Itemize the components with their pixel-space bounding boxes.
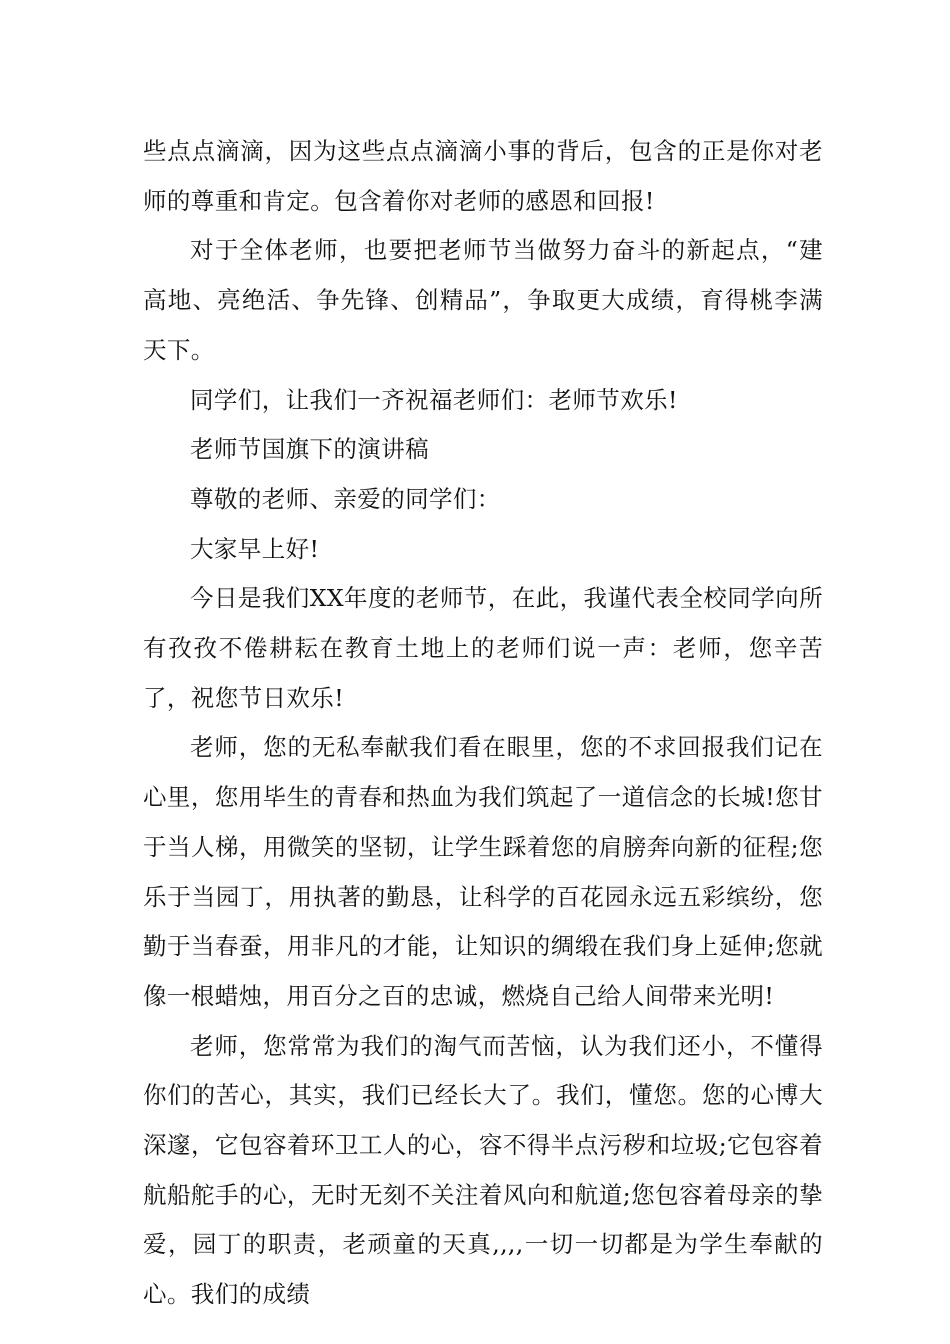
speech-title: 老师节国旗下的演讲稿 <box>190 435 429 464</box>
speech-salutation: 尊敬的老师、亲爱的同学们： <box>190 484 501 513</box>
paragraph-teachers-day: 今日是我们XX年度的老师节，在此，我谨代表全校同学向所有孜孜不倦耕耘在教育土地上的老师们说一声：老师，您辛苦了，祝您节日欢乐! <box>143 584 823 712</box>
speech-greeting: 大家早上好! <box>190 534 320 563</box>
paragraph-dedication: 老师，您的无私奉献我们看在眼里，您的不求回报我们记在心里，您用毕生的青春和热血为我们筑起了一道信念的长城!您甘于当人梯，用微笑的坚韧，让学生踩着您的肩膀奔向新的征程;您乐于当园丁，用执著的勤恳，让科学的百花园永远五彩缤纷，您勤于当春蚕，用非凡的才能，让知识的绸缎在我们身上延伸;您就像一根蜡烛，用百分之百的忠诚，燃烧自己给人间带来光明! <box>143 733 823 1010</box>
paragraph-understanding: 老师，您常常为我们的淘气而苦恼，认为我们还小，不懂得你们的苦心，其实，我们已经长大了。我们，懂您。您的心博大深邃，它包容着环卫工人的心，容不得半点污秽和垃圾;它包容着航船舵手的心，无时无刻不关注着风向和航道;您包容着母亲的挚爱，园丁的职责，老顽童的天真,,,,一切一切都是为学生奉献的心。我们的成绩 <box>143 1031 823 1309</box>
paragraph-teachers-new-start: 对于全体老师，也要把老师节当做努力奋斗的新起点，“建高地、亮绝活、争先锋、创精品”，争取更大成绩，育得桃李满天下。 <box>143 236 823 364</box>
paragraph-blessing: 同学们，让我们一齐祝福老师们：老师节欢乐! <box>190 385 678 414</box>
paragraph-continuation: 些点点滴滴，因为这些点点滴滴小事的背后，包含的正是你对老师的尊重和肯定。包含着你对老师的感恩和回报! <box>143 137 823 215</box>
document-body <box>143 127 823 1320</box>
